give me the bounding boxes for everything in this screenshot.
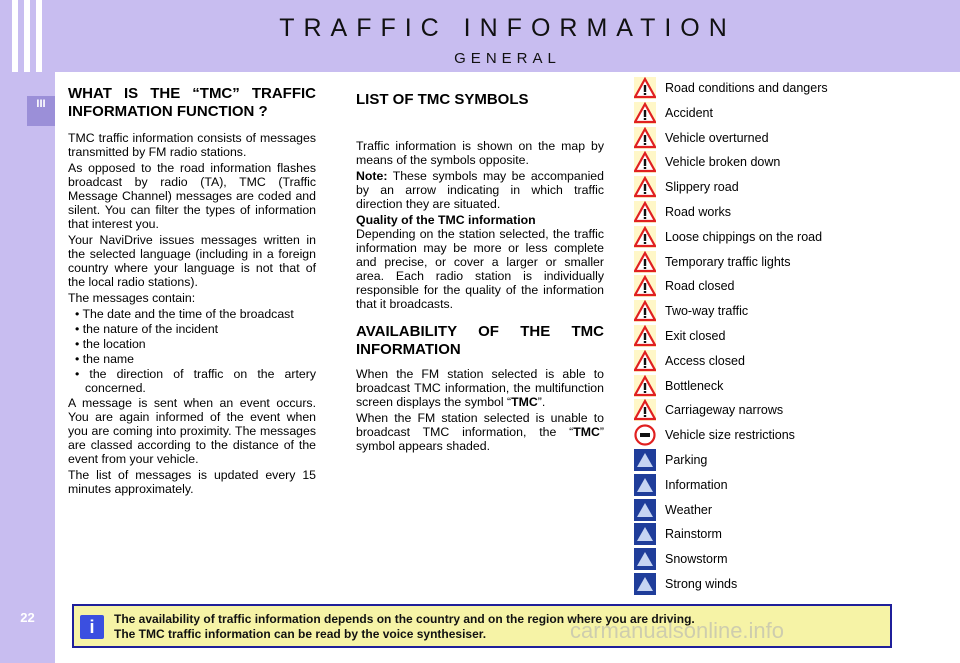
tmc-label: TMC xyxy=(511,395,538,409)
quality-paragraph xyxy=(356,213,604,311)
symbol-row xyxy=(632,349,952,374)
symbol-label: Carriageway narrows xyxy=(665,403,784,418)
symbol-row xyxy=(632,126,952,151)
page-subtitle: GENERAL xyxy=(454,50,561,67)
paragraph: A message is sent when an event occurs. You are again informed of the event when you are coming into proximity. The messages are classed according to the distance of the event from your vehicle. xyxy=(68,396,316,466)
exit-closed-icon xyxy=(634,325,656,347)
bottleneck-icon xyxy=(634,375,656,397)
watermark: carmanualsonline.info xyxy=(570,618,785,643)
traffic-lights-icon xyxy=(634,251,656,273)
paragraph: TMC traffic information consists of messages transmitted by FM radio stations. xyxy=(68,131,316,159)
symbol-row xyxy=(632,473,952,498)
list-item: • The date and the time of the broadcast xyxy=(68,307,316,321)
symbol-label: Loose chippings on the road xyxy=(665,229,823,244)
section-heading: AVAILABILITY OF THE TMC INFORMATION xyxy=(356,323,604,358)
text-run: ” symbol appears shaded. xyxy=(356,425,604,453)
weather-icon xyxy=(634,499,656,521)
left-sidebar xyxy=(0,0,55,663)
symbol-row xyxy=(632,572,952,597)
symbol-label: Snowstorm xyxy=(665,552,728,567)
access-closed-icon xyxy=(634,350,656,372)
note-paragraph xyxy=(356,169,604,211)
page-title: TRAFFIC INFORMATION xyxy=(279,14,736,42)
symbol-label: Information xyxy=(665,477,728,492)
tmc-function-section xyxy=(68,85,316,498)
text-run: ”. xyxy=(537,395,546,409)
list-item: • the direction of traffic on the artery concerned. xyxy=(68,367,316,395)
symbol-row xyxy=(632,324,952,349)
road-works-icon xyxy=(634,201,656,223)
vehicle-broken-down-icon xyxy=(634,151,656,173)
text-run: When the FM station selected is unable to broadcast TMC information, the “ xyxy=(356,411,604,439)
text-run: When the FM station selected is able to broadcast TMC information, the multifunction screen displays the symbol “ xyxy=(356,367,604,409)
symbol-row xyxy=(632,274,952,299)
symbol-row xyxy=(632,250,952,275)
paragraph xyxy=(356,411,604,453)
paragraph: Traffic information is shown on the map by means of the symbols opposite. xyxy=(356,139,604,167)
symbol-row xyxy=(632,423,952,448)
paragraph: Your NaviDrive issues messages written in the selected language (including in a foreign country where your language is not that of the local radio stations). xyxy=(68,233,316,289)
sidebar-stripe xyxy=(12,0,18,72)
symbol-label: Weather xyxy=(665,502,713,517)
tmc-label: TMC xyxy=(573,425,600,439)
two-way-traffic-icon xyxy=(634,300,656,322)
symbol-row xyxy=(632,498,952,523)
rainstorm-icon xyxy=(634,523,656,545)
symbol-label: Accident xyxy=(665,105,713,120)
symbol-label: Strong winds xyxy=(665,576,738,591)
symbol-label: Road closed xyxy=(665,279,735,294)
symbol-row xyxy=(632,200,952,225)
slippery-road-icon xyxy=(634,176,656,198)
symbol-label: Vehicle broken down xyxy=(665,155,781,170)
symbol-row xyxy=(632,175,952,200)
quality-text: Depending on the station selected, the traffic information may be more or less complete and precise, or cover a larger or smaller area. Each radio station is individually responsible for the quality of the information that it broadcasts. xyxy=(356,227,604,311)
symbol-label: Rainstorm xyxy=(665,527,722,542)
snowstorm-icon xyxy=(634,548,656,570)
symbol-label: Bottleneck xyxy=(665,378,724,393)
chapter-tag: III xyxy=(27,96,55,126)
list-item: • the nature of the incident xyxy=(68,322,316,336)
page-header xyxy=(55,0,960,72)
message-contents-list xyxy=(68,307,316,395)
paragraph: The messages contain: xyxy=(68,291,196,305)
symbol-label: Slippery road xyxy=(665,180,739,195)
symbol-row xyxy=(632,547,952,572)
sidebar-stripe xyxy=(36,0,42,72)
symbol-row xyxy=(632,150,952,175)
symbol-label: Road conditions and dangers xyxy=(665,81,828,95)
sidebar-stripe xyxy=(24,0,30,72)
symbol-row xyxy=(632,374,952,399)
symbol-row xyxy=(632,398,952,423)
symbol-label: Exit closed xyxy=(665,328,726,343)
symbols-list xyxy=(632,76,952,597)
notice-line: The TMC traffic information can be read by the voice synthesiser. xyxy=(114,626,487,641)
info-icon: i xyxy=(80,615,104,639)
symbol-row xyxy=(632,225,952,250)
symbol-label: Temporary traffic lights xyxy=(665,254,791,269)
carriageway-narrows-icon xyxy=(634,399,656,421)
parking-icon xyxy=(634,449,656,471)
symbol-row xyxy=(632,76,952,101)
paragraph: As opposed to the road information flashes broadcast by radio (TA), TMC (Traffic Message Channel) messages are coded and silent. You can filter the types of information that interest you. xyxy=(68,161,316,231)
section-heading: LIST OF TMC SYMBOLS xyxy=(356,91,529,108)
symbol-label: Road works xyxy=(665,204,731,219)
symbol-label: Vehicle size restrictions xyxy=(665,428,795,443)
list-item: • the location xyxy=(68,337,316,351)
paragraph: The list of messages is updated every 15 minutes approximately. xyxy=(68,468,316,496)
section-heading: WHAT IS THE “TMC” TRAFFIC INFORMATION FUNCTION ? xyxy=(68,85,316,120)
list-item: • the name xyxy=(68,352,316,366)
symbol-label: Two-way traffic xyxy=(665,304,749,319)
symbol-label: Vehicle overturned xyxy=(665,130,769,145)
symbol-label: Access closed xyxy=(665,353,745,368)
accident-icon xyxy=(634,102,656,124)
tmc-symbols-section xyxy=(356,91,604,455)
vehicle-overturned-icon xyxy=(634,127,656,149)
symbol-row xyxy=(632,448,952,473)
symbol-row xyxy=(632,299,952,324)
symbol-label: Parking xyxy=(665,452,708,467)
strong-winds-icon xyxy=(634,573,656,595)
symbol-row xyxy=(632,101,952,126)
quality-heading: Quality of the TMC information xyxy=(356,213,536,227)
symbol-row xyxy=(632,522,952,547)
loose-chippings-icon xyxy=(634,226,656,248)
notice-line: The availability of traffic information depends on the country and on the region where you are driving. xyxy=(114,612,695,626)
warning-triangle-icon xyxy=(634,77,656,99)
page-number: 22 xyxy=(20,610,35,625)
road-closed-icon xyxy=(634,275,656,297)
information-icon xyxy=(634,474,656,496)
paragraph xyxy=(356,367,604,409)
note-label: Note: xyxy=(356,169,388,183)
vehicle-size-restrictions-icon xyxy=(634,424,656,446)
note-text: These symbols may be accompanied by an arrow indicating in which traffic direction they are situated. xyxy=(356,169,604,211)
